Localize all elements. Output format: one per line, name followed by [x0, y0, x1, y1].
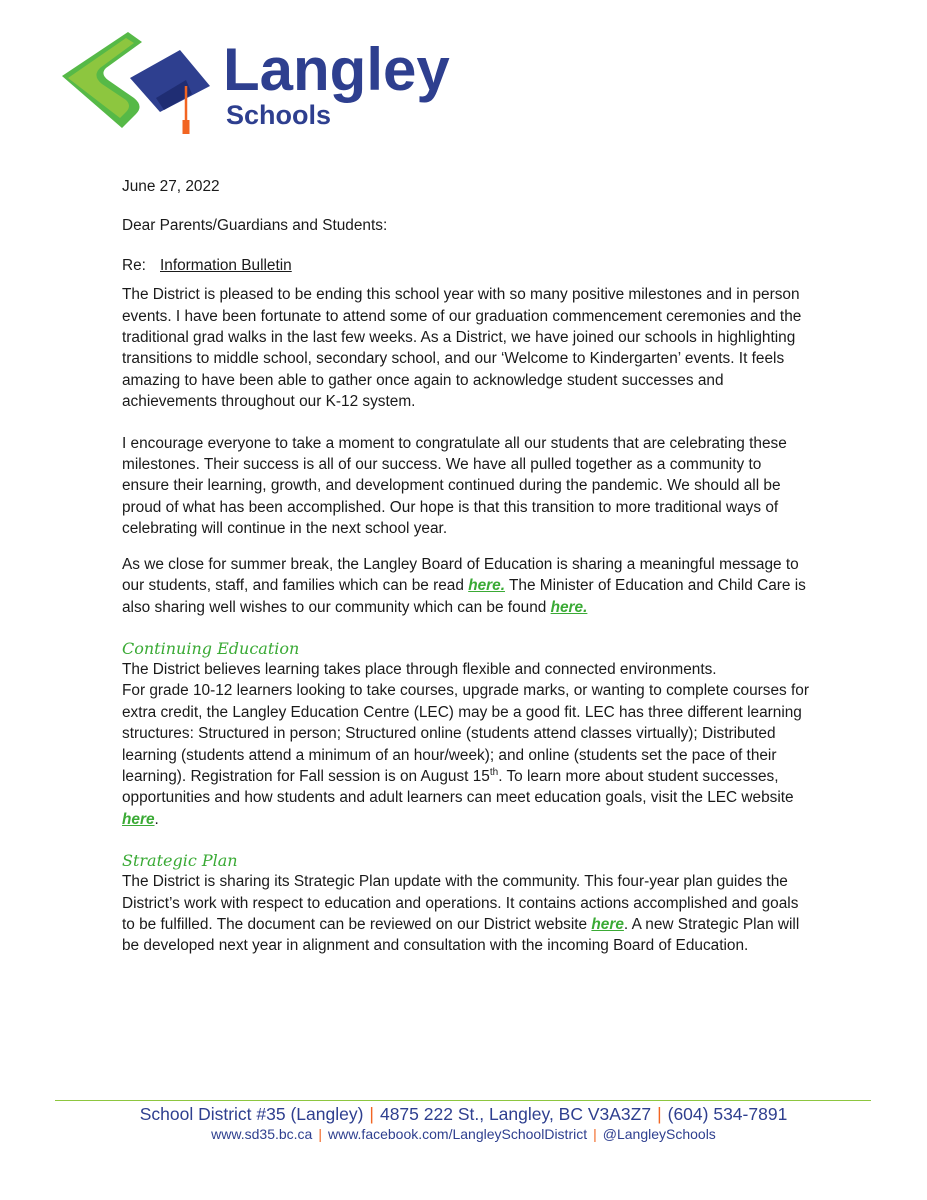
paragraph-summer-break: As we close for summer break, the Langley Board of Education is sharing a meaningful message to our students, staff, and families which can be read here. The Minister of Education and Child Care is also sharing well wishes to our community which can be found here.: [122, 555, 806, 616]
footer-district: School District #35 (Langley): [139, 1104, 364, 1124]
footer-facebook[interactable]: www.facebook.com/LangleySchoolDistrict: [327, 1126, 588, 1142]
logo-wordmark-schools: Schools: [226, 100, 332, 130]
paragraph-strategic-plan: The District is sharing its Strategic Plan update with the community. This four-year plan guides the District’s work with respect to education and operations. It contains actions accomplished and goals to be fulfilled. The document can be reviewed on our District website here. A new Strategic Plan will be developed next year in alignment and consultation with the incoming Board of Education.: [122, 873, 800, 955]
letter-body: [122, 176, 812, 977]
footer-social[interactable]: @LangleySchools: [602, 1126, 716, 1142]
letter-date: June 27, 2022: [122, 178, 220, 195]
footer-web-line: www.sd35.bc.ca | www.facebook.com/LangleySchoolDistrict | @LangleySchools: [211, 1126, 716, 1142]
footer-phone: (604) 534-7891: [667, 1104, 788, 1124]
minister-message-link[interactable]: here.: [550, 598, 588, 616]
footer-contact-line: School District #35 (Langley) | 4875 222 St., Langley, BC V3A3Z7 | (604) 534-7891: [139, 1104, 788, 1124]
re-subject: Information Bulletin: [160, 256, 292, 274]
paragraph-continuing-education: For grade 10-12 learners looking to take courses, upgrade marks, or wanting to complete courses for extra credit, the Langley Education Centre (LEC) may be a good fit. LEC has three different learning structures: Structured in person; Structured online (students attend classes virtually); Distributed learning (students attend a minimum of an hour/week); and online (students set the pace of their learning). Registration for Fall session is on August 15th. To learn more about student successes, opportunities and how students and adult learners can meet education goals, visit the LEC website here.: [122, 682, 809, 828]
heading-strategic-plan: Strategic Plan: [122, 851, 238, 871]
letter-salutation: Dear Parents/Guardians and Students:: [122, 217, 388, 235]
lec-website-link[interactable]: here: [122, 810, 155, 828]
board-message-link[interactable]: here.: [468, 577, 505, 595]
footer-divider: [55, 1100, 871, 1101]
footer-website[interactable]: www.sd35.bc.ca: [211, 1126, 313, 1142]
paragraph-continuing-intro: The District believes learning takes place through flexible and connected environments.: [122, 660, 717, 678]
footer-address: 4875 222 St., Langley, BC V3A3Z7: [379, 1104, 652, 1124]
paragraph-milestones: The District is pleased to be ending this school year with so many positive milestones and in person events. I have been fortunate to attend some of our graduation commencement ceremonies and the traditional grad walks in the last few weeks. As a District, we have joined our schools in highlighting transitions to middle school, secondary school, and our ‘Welcome to Kindergarten’ events. It feels amazing to have been able to gather once again to acknowledge student successes and achievements throughout our K-12 system.: [122, 286, 802, 411]
re-label: Re:: [122, 256, 146, 274]
heading-continuing-education: Continuing Education: [122, 638, 300, 658]
strategic-plan-link[interactable]: here: [591, 915, 624, 933]
letter-subject-line: [122, 255, 812, 276]
logo-wordmark-langley: Langley: [223, 36, 450, 103]
paragraph-congratulate: I encourage everyone to take a moment to congratulate all our students that are celebrating these milestones. Their success is all of our success. We have all pulled together as a community to ensure their learning, growth, and development continued during the pandemic. We should all be proud of what has been accomplished. Our hope is that this transition to more traditional ways of celebrating will continue in the next school year.: [122, 434, 787, 538]
langley-schools-logo: [60, 28, 480, 138]
